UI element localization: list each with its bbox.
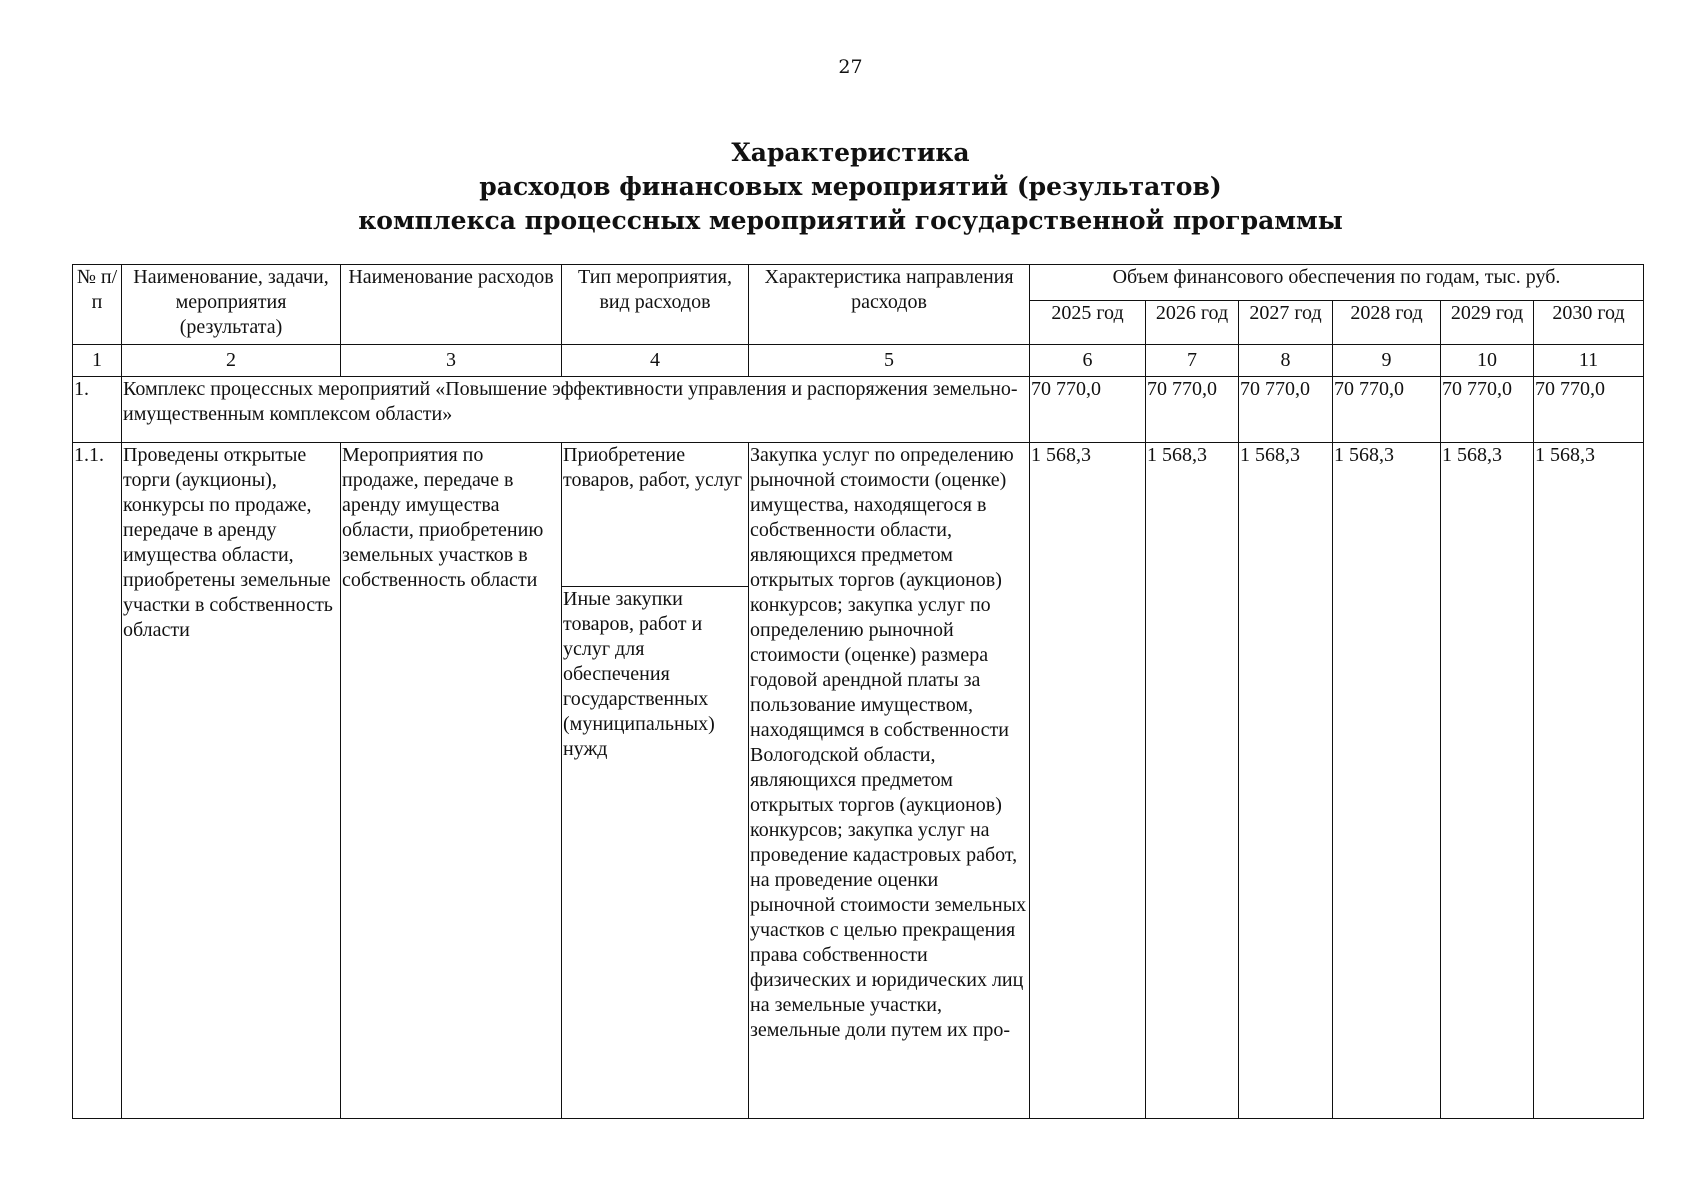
- funding-value: 70 770,0: [1441, 377, 1534, 443]
- column-number: 7: [1146, 345, 1239, 377]
- header-number: № п/п: [73, 265, 122, 345]
- row-number: 1.: [73, 377, 122, 443]
- funding-value: 70 770,0: [1030, 377, 1146, 443]
- title-line-1: Характеристика: [731, 138, 970, 167]
- column-number: 11: [1534, 345, 1644, 377]
- row-number: 1.1.: [73, 443, 122, 1119]
- page-number: 27: [838, 56, 863, 78]
- title-line-2: расходов финансовых мероприятий (результатов): [479, 172, 1222, 201]
- header-year: 2025 год: [1030, 301, 1146, 345]
- funding-value: 1 568,3: [1239, 443, 1333, 1119]
- funding-value: 1 568,3: [1333, 443, 1441, 1119]
- expense-name: Мероприятия по продаже, передаче в аренду имущества области, приобретению земельных участков в собственность области: [341, 443, 562, 1119]
- expense-type-cell: [562, 443, 749, 1119]
- header-year: 2030 год: [1534, 301, 1644, 345]
- title-line-3: комплекса процессных мероприятий государственной программы: [358, 206, 1343, 235]
- expense-type-secondary: Иные закупки товаров, работ и услуг для обеспечения государственных (муниципальных) нужд: [563, 588, 715, 760]
- header-funding: Объем финансового обеспечения по годам, тыс. руб.: [1030, 265, 1644, 301]
- header-type: Тип мероприятия, вид расходов: [562, 265, 749, 345]
- funding-value: 1 568,3: [1146, 443, 1239, 1119]
- column-number: 2: [122, 345, 341, 377]
- result-name: Проведены открытые торги (аукционы), конкурсы по продаже, передаче в аренду имущества области, приобретены земельные участки в собственность области: [122, 443, 341, 1119]
- header-year: 2028 год: [1333, 301, 1441, 345]
- header-year: 2029 год: [1441, 301, 1534, 345]
- expense-description: Закупка услуг по определению рыночной стоимости (оценке) имущества, находящегося в собственности области, являющихся предметом открытых торгов (аукционов) конкурсов; закупка услуг по определению рыночной стоимости (оценке) размера годовой арендной платы за пользование имуществом, находящимся в собственности Вологодской области, являющихся предметом открытых торгов (аукционов) конкурсов; закупка услуг на проведение кадастровых работ, на проведение оценки рыночной стоимости земельных участков с целью прекращения права собственности физических и юридических лиц на земельные участки, земельные доли путем их про-: [749, 443, 1030, 1119]
- column-number: 9: [1333, 345, 1441, 377]
- funding-value: 1 568,3: [1030, 443, 1146, 1119]
- header-expense-name: Наименование расходов: [341, 265, 562, 345]
- column-number: 4: [562, 345, 749, 377]
- funding-value: 70 770,0: [1239, 377, 1333, 443]
- funding-value: 70 770,0: [1333, 377, 1441, 443]
- column-number: 1: [73, 345, 122, 377]
- funding-value: 70 770,0: [1534, 377, 1644, 443]
- funding-value: 70 770,0: [1146, 377, 1239, 443]
- funding-value: 1 568,3: [1534, 443, 1644, 1119]
- column-number: 10: [1441, 345, 1534, 377]
- document-title: [0, 136, 1701, 238]
- header-year: 2026 год: [1146, 301, 1239, 345]
- header-name: Наименование, задачи, мероприятия (результата): [122, 265, 341, 345]
- expense-type-primary: Приобретение товаров, работ, услуг: [562, 443, 748, 587]
- column-number: 5: [749, 345, 1030, 377]
- complex-title: Комплекс процессных мероприятий «Повышение эффективности управления и распоряжения земельно-имущественным комплексом области»: [122, 377, 1030, 443]
- financial-table: [72, 264, 1644, 1119]
- column-number: 3: [341, 345, 562, 377]
- header-description: Характеристика направления расходов: [749, 265, 1030, 345]
- column-number: 6: [1030, 345, 1146, 377]
- column-number: 8: [1239, 345, 1333, 377]
- header-year: 2027 год: [1239, 301, 1333, 345]
- funding-value: 1 568,3: [1441, 443, 1534, 1119]
